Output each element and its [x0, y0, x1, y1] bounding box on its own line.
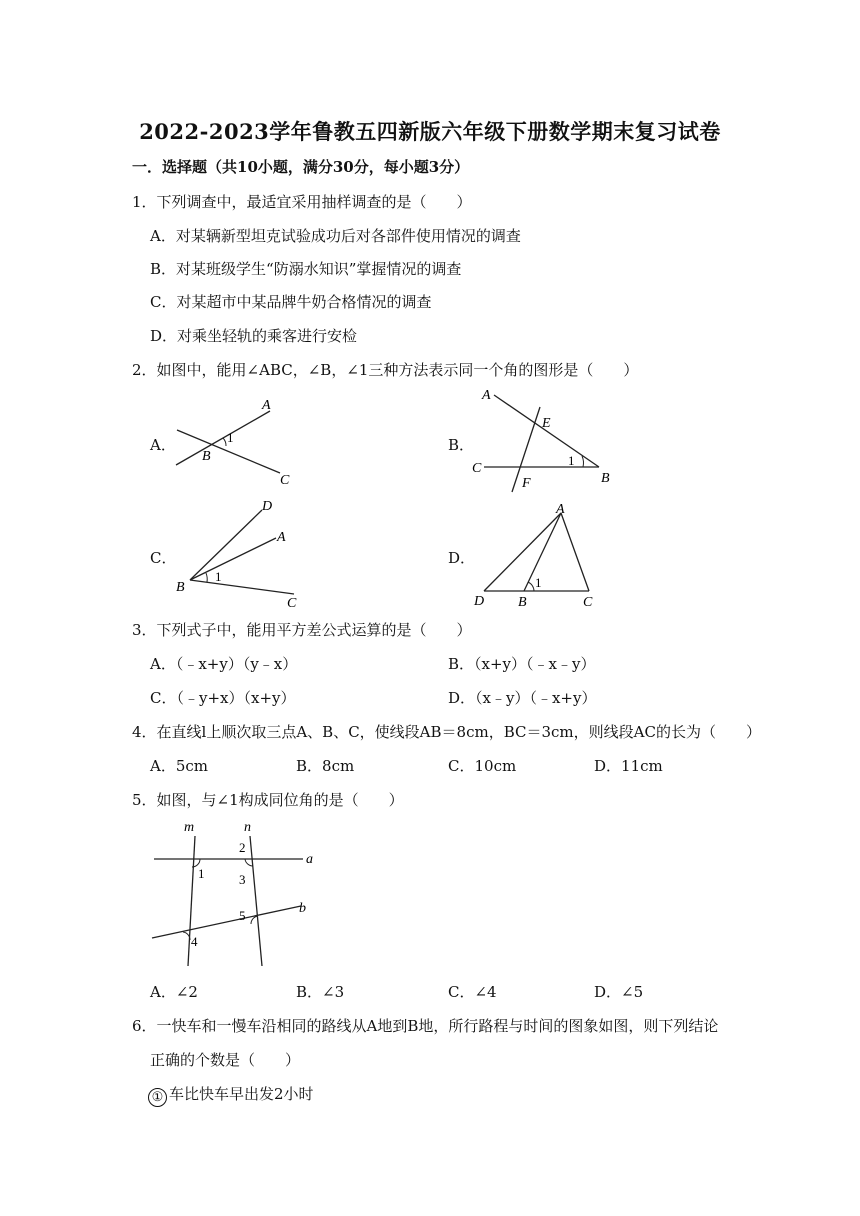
- q1-option-c: C．对某超市中某品牌牛奶合格情况的调查: [150, 293, 432, 311]
- fig-c-label-1: 1: [215, 569, 222, 584]
- fig-d-label-c: C: [583, 595, 593, 610]
- fig-5-label-5: 5: [239, 908, 246, 923]
- q3-option-a: A．（﹣x+y）（y﹣x）: [150, 655, 298, 673]
- fig-b-label-c: C: [472, 461, 482, 476]
- fig-d-label-a: A: [556, 502, 565, 517]
- fig-5-label-4: 4: [191, 934, 198, 949]
- q3-option-b: B．（x+y）（﹣x﹣y）: [448, 655, 596, 673]
- fig-b-label-b: B: [601, 471, 610, 486]
- q5-figure: [148, 816, 323, 966]
- fig-a-label-1: 1: [227, 430, 234, 445]
- fig-a-label-b: B: [202, 449, 211, 464]
- q4-option-a: A．5cm: [150, 757, 209, 775]
- fig-5-label-3: 3: [239, 872, 246, 887]
- section-heading: 一．选择题（共10小题，满分30分，每小题3分）: [132, 158, 470, 176]
- q1-option-d: D．对乘坐轻轨的乘客进行安检: [150, 327, 358, 345]
- q4-option-d: D．11cm: [594, 757, 663, 775]
- q2-stem: 2．如图中，能用∠ABC，∠B，∠1三种方法表示同一个角的图形是（ ）: [132, 361, 639, 379]
- fig-a-label-a: A: [262, 398, 271, 413]
- fig-d-label-b: B: [518, 595, 527, 610]
- fig-5-label-b: b: [299, 901, 306, 916]
- q4-option-c: C．10cm: [448, 757, 517, 775]
- fig-c-label-a: A: [277, 530, 286, 545]
- q5-stem: 5．如图，与∠1构成同位角的是（ ）: [132, 791, 404, 809]
- q1-option-b: B．对某班级学生“防溺水知识”掌握情况的调查: [150, 260, 462, 278]
- q2-label-b: B．: [448, 436, 475, 454]
- q5-option-a: A．∠2: [150, 983, 198, 1001]
- q6-item-1-mark: ①: [148, 1088, 167, 1107]
- q5-option-b: B．∠3: [296, 983, 345, 1001]
- fig-d-label-1: 1: [535, 575, 542, 590]
- q6-stem-line2: 正确的个数是（ ）: [150, 1051, 301, 1069]
- q6-item-1: [148, 1083, 314, 1107]
- q2-label-d: D．: [448, 549, 476, 567]
- q2-figure-b: [468, 385, 618, 495]
- q6-stem-line1: 6．一快车和一慢车沿相同的路线从A地到B地，所行路程与时间的图象如图，则下列结论: [132, 1017, 719, 1035]
- fig-d-label-d: D: [474, 594, 485, 609]
- q1-option-a: A．对某辆新型坦克试验成功后对各部件使用情况的调查: [150, 227, 521, 245]
- fig-5-label-1: 1: [198, 866, 205, 881]
- fig-5-label-n: n: [244, 820, 251, 835]
- q4-option-b: B．8cm: [296, 757, 355, 775]
- fig-c-label-b: B: [176, 580, 185, 595]
- fig-c-label-d: D: [262, 499, 273, 514]
- q2-figure-a: [170, 392, 300, 492]
- q2-label-a: A．: [150, 436, 176, 454]
- q2-figure-d: [468, 500, 618, 610]
- q6-item-1-text: 车比快车早出发2小时: [169, 1085, 314, 1103]
- q2-figure-c: [170, 496, 310, 611]
- fig-a-label-c: C: [280, 473, 290, 488]
- fig-c-label-c: C: [287, 596, 297, 611]
- q5-option-d: D．∠5: [594, 983, 644, 1001]
- fig-b-label-a: A: [482, 388, 491, 403]
- page-title: 2022-2023学年鲁教五四新版六年级下册数学期末复习试卷: [139, 119, 721, 144]
- q1-stem: 1．下列调查中，最适宜采用抽样调查的是（ ）: [132, 193, 472, 211]
- q5-option-c: C．∠4: [448, 983, 497, 1001]
- q2-label-c: C．: [150, 549, 177, 567]
- q3-option-c: C．（﹣y+x）（x+y）: [150, 689, 296, 707]
- fig-b-label-1: 1: [568, 453, 575, 468]
- q3-stem: 3．下列式子中，能用平方差公式运算的是（ ）: [132, 621, 472, 639]
- fig-5-label-a: a: [306, 852, 313, 867]
- fig-5-label-m: m: [184, 820, 195, 835]
- q3-option-d: D．（x﹣y）（﹣x+y）: [448, 689, 597, 707]
- q4-stem: 4．在直线l上顺次取三点A、B、C，使线段AB＝8cm，BC＝3cm，则线段AC的长为（ ）: [132, 723, 761, 741]
- fig-b-label-f: F: [522, 476, 531, 491]
- fig-b-label-e: E: [542, 416, 551, 431]
- fig-5-label-2: 2: [239, 840, 246, 855]
